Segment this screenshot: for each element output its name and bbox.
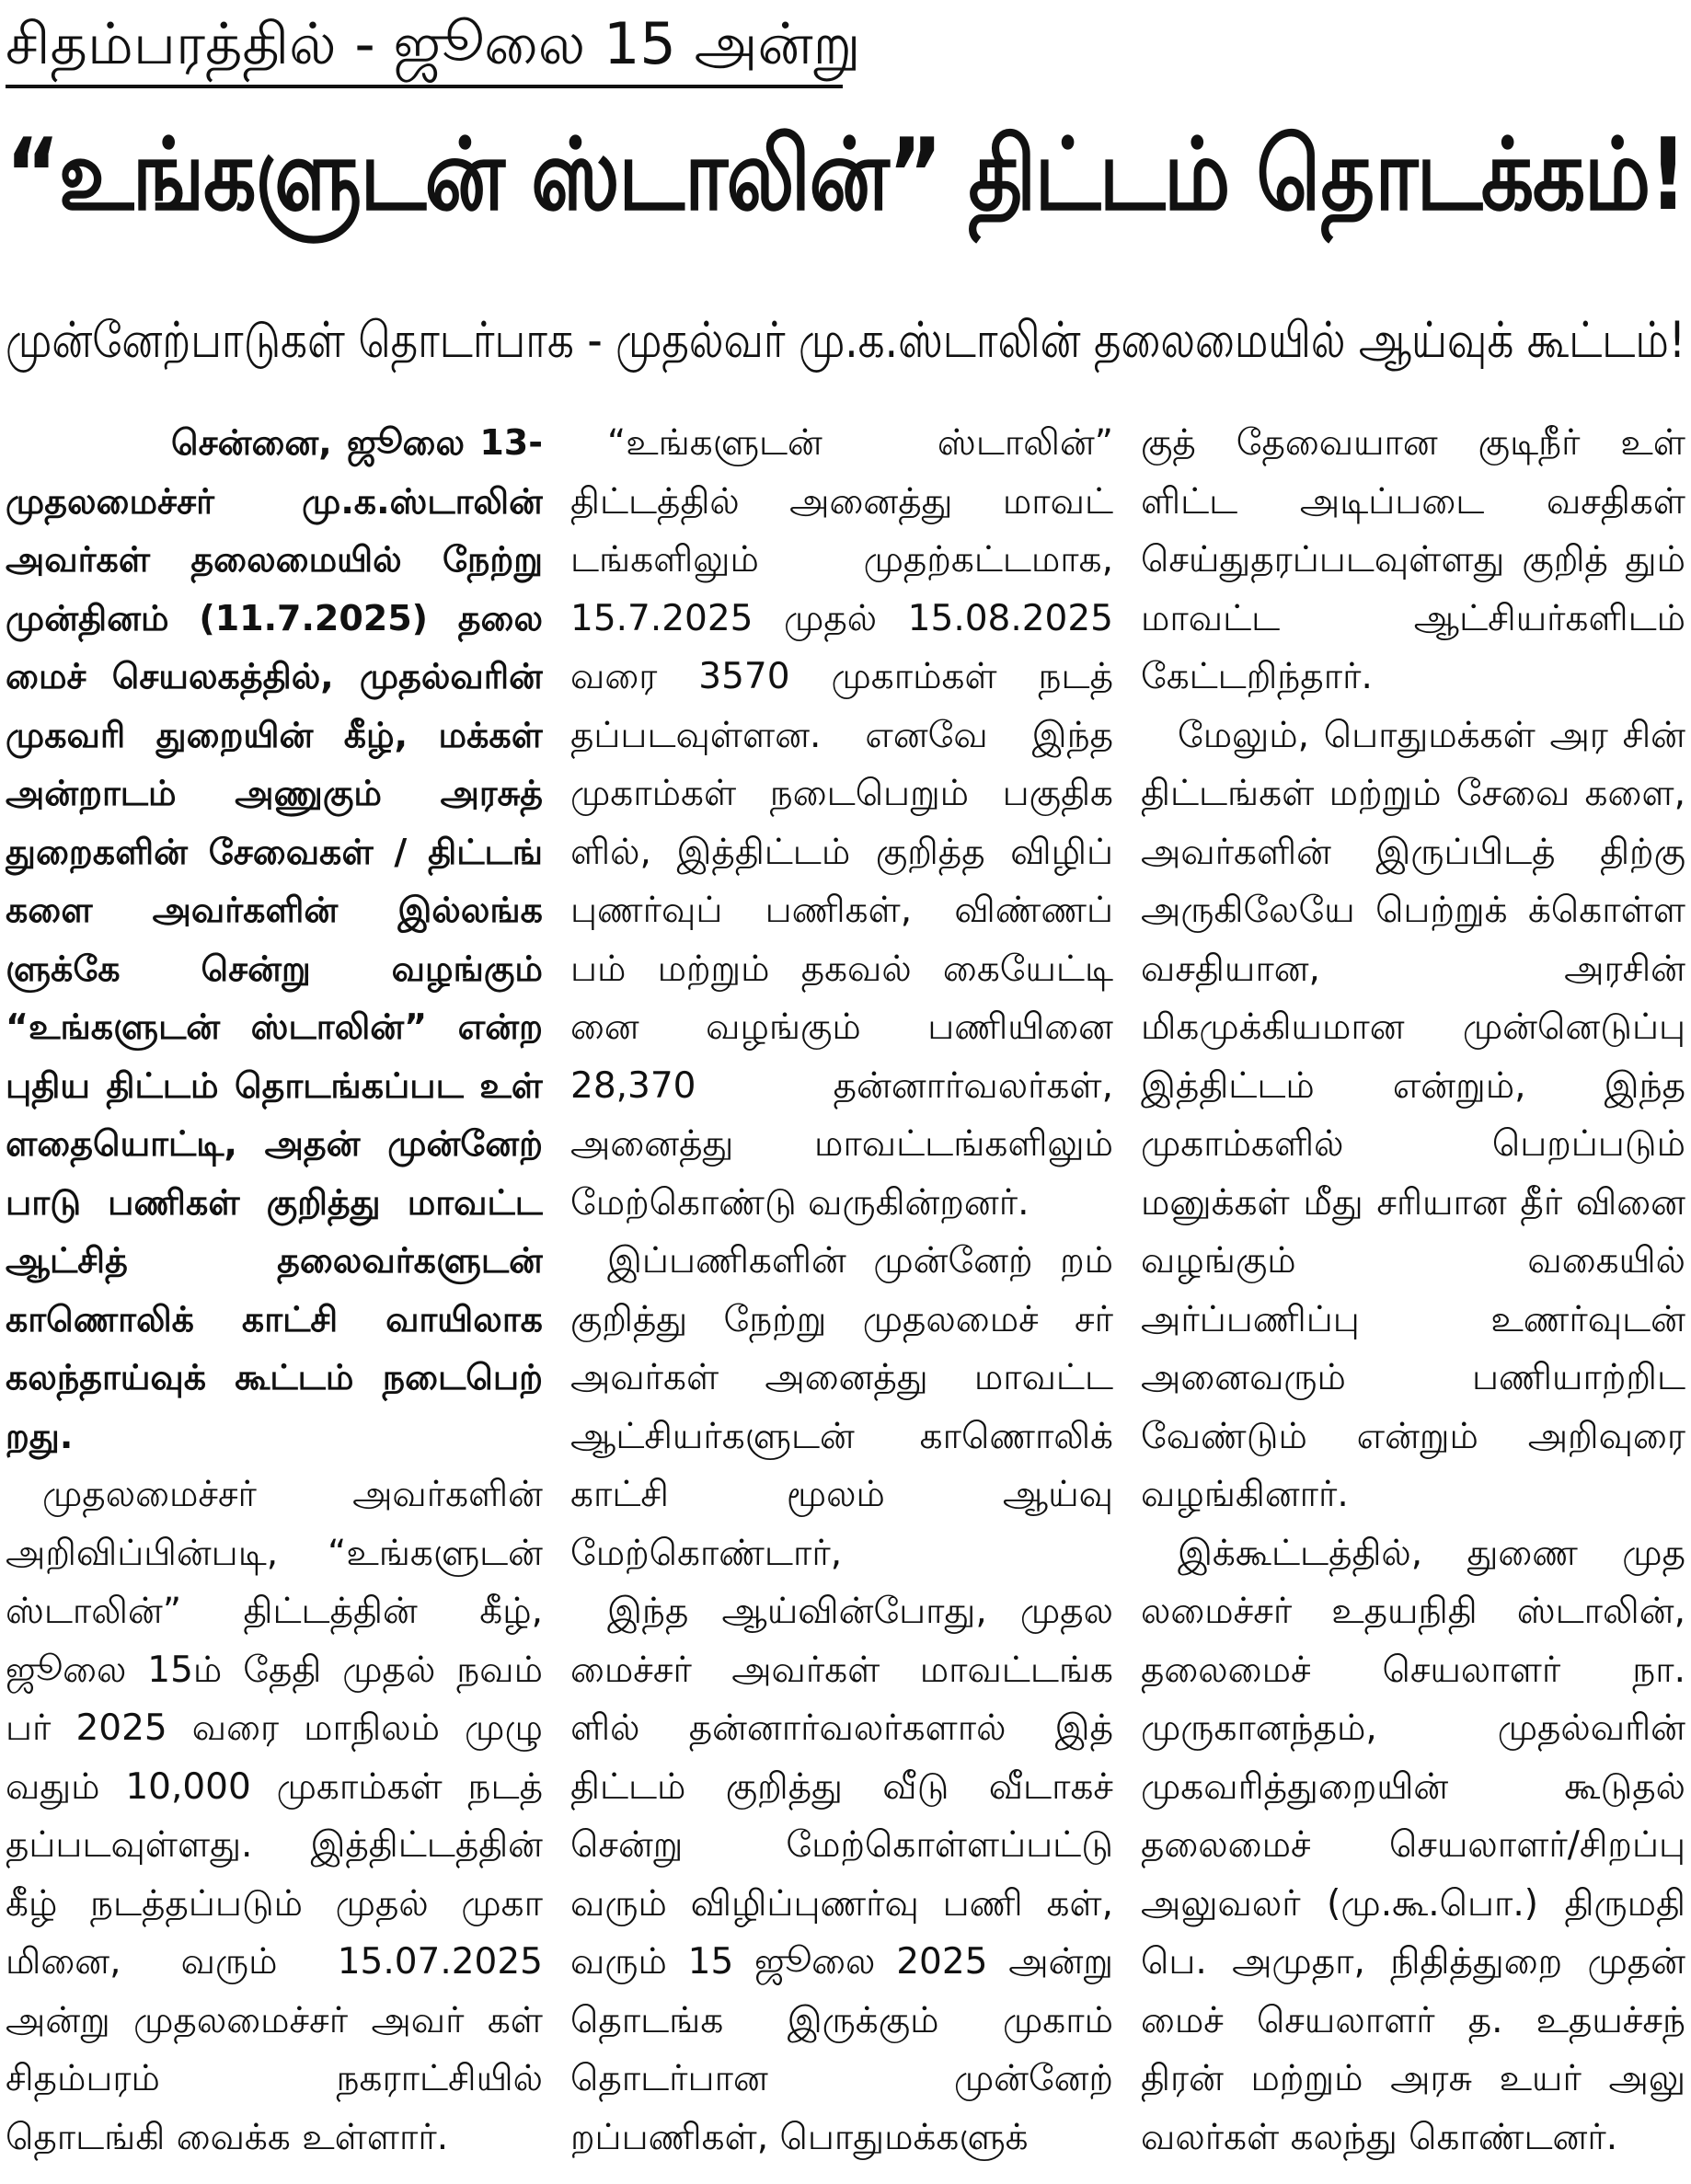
kicker-underline — [6, 85, 843, 88]
body-paragraph: குத் தேவையான குடிநீர் உள் ளிட்ட அடிப்படை வசதிகள் செய்துதரப்படவுள்ளது குறித் தும் மாவட்ட ஆட்சியர்களிடம் கேட்டறிந்தார். — [1141, 422, 1685, 697]
column-1 — [6, 414, 543, 2180]
kicker: சிதம்பரத்தில் - ஜூலை 15 அன்று — [6, 10, 861, 77]
body-paragraph: “உங்களுடன் ஸ்டாலின்” திட்டத்தில் அனைத்து மாவட் டங்களிலும் முதற்கட்டமாக, 15.7.2025 முதல் 15.08.2025 வரை 3570 முகாம்கள் நடத் தப்படவுள்ளன. எனவே இந்த முகாம்கள் நடைபெறும் பகுதிக ளில், இத்திட்டம் குறித்த விழிப் புணர்வுப் பணிகள், விண்ணப் பம் மற்றும் தகவல் கையேட்டி னை வழங்கும் பணியினை 28,370 தன்னார்வலர்கள், அனைத்து மாவட்டங்களிலும் மேற்கொண்டு வருகின்றனர். — [570, 422, 1113, 1224]
subheadline: முன்னேற்பாடுகள் தொடர்பாக - முதல்வர் மு.க.ஸ்டாலின் தலைமையில் ஆய்வுக் கூட்டம்! — [6, 311, 1686, 369]
column-2 — [570, 414, 1113, 2180]
headline: “உங்களுடன் ஸ்டாலின்” திட்டம் தொடக்கம்! — [6, 118, 1685, 233]
body-paragraph: மேலும், பொதுமக்கள் அர சின் திட்டங்கள் மற்றும் சேவை களை, அவர்களின் இருப்பிடத் திற்கு அருகிலேயே பெற்றுக் க்கொள்ள வசதியான, அரசின் மிகமுக்கியமான முன்னெடுப்பு இத்திட்டம் என்றும், இந்த முகாம்களில் பெறப்படும் மனுக்கள் மீது சரியான தீர் வினை வழங்கும் வகையில் அர்ப்பணிப்பு உணர்வுடன் அனைவரும் பணியாற்றிட வேண்டும் என்றும் அறிவுரை வழங்கினார். — [1141, 714, 1685, 1515]
lead-paragraph: சென்னை, ஜூலை 13- முதலமைச்சர் மு.க.ஸ்டாலின் அவர்கள் தலைமையில் நேற்று முன்தினம் (11.7.2025) தலை மைச் செயலகத்தில், முதல்வரின் முகவரி துறையின் கீழ், மக்கள் அன்றாடம் அணுகும் அரசுத் துறைகளின் சேவைகள் / திட்டங் களை அவர்களின் இல்லங்க ளுக்கே சென்று வழங்கும் “உங்களுடன் ஸ்டாலின்” என்ற புதிய திட்டம் தொடங்கப்பட உள் ளதையொட்டி, அதன் முன்னேற் பாடு பணிகள் குறித்து மாவட்ட ஆட்சித் தலைவர்களுடன் காணொலிக் காட்சி வாயிலாக கலந்தாய்வுக் கூட்டம் நடைபெற் றது. — [6, 422, 543, 1456]
body-paragraph: இந்த ஆய்வின்போது, முதல மைச்சர் அவர்கள் மாவட்டங்க ளில் தன்னார்வலர்களால் இத் திட்டம் குறித்து வீடு வீடாகச் சென்று மேற்கொள்ளப்பட்டு வரும் விழிப்புணர்வு பணி கள், வரும் 15 ஜூலை 2025 அன்று தொடங்க இருக்கும் முகாம் தொடர்பான முன்னேற் றப்பணிகள், பொதுமக்களுக் — [570, 1591, 1113, 2158]
body-paragraph: இப்பணிகளின் முன்னேற் றம் குறித்து நேற்று முதலமைச் சர் அவர்கள் அனைத்து மாவட்ட ஆட்சியர்களுடன் காணொலிக் காட்சி மூலம் ஆய்வு மேற்கொண்டார், — [570, 1240, 1113, 1574]
body-paragraph: இக்கூட்டத்தில், துணை முத லமைச்சர் உதயநிதி ஸ்டாலின், தலைமைச் செயலாளர் நா. முருகானந்தம், முதல்வரின் முகவரித்துறையின் கூடுதல் தலைமைச் செயலாளர்/சிறப்பு அலுவலர் (மு.கூ.பொ.) திருமதி பெ. அமுதா, நிதித்துறை முதன் மைச் செயலாளர் த. உதயச்சந் திரன் மற்றும் அரசு உயர் அலு வலர்கள் கலந்து கொண்டனர். — [1141, 1532, 1685, 2158]
column-3 — [1141, 414, 1685, 2180]
body-paragraph: முதலமைச்சர் அவர்களின் அறிவிப்பின்படி, “உங்களுடன் ஸ்டாலின்” திட்டத்தின் கீழ், ஜூலை 15ம் தேதி முதல் நவம் பர் 2025 வரை மாநிலம் முழு வதும் 10,000 முகாம்கள் நடத் தப்படவுள்ளது. இத்திட்டத்தின் கீழ் நடத்தப்படும் முதல் முகா மினை, வரும் 15.07.2025 அன்று முதலமைச்சர் அவர் கள் சிதம்பரம் நகராட்சியில் தொடங்கி வைக்க உள்ளார். — [6, 1474, 543, 2158]
